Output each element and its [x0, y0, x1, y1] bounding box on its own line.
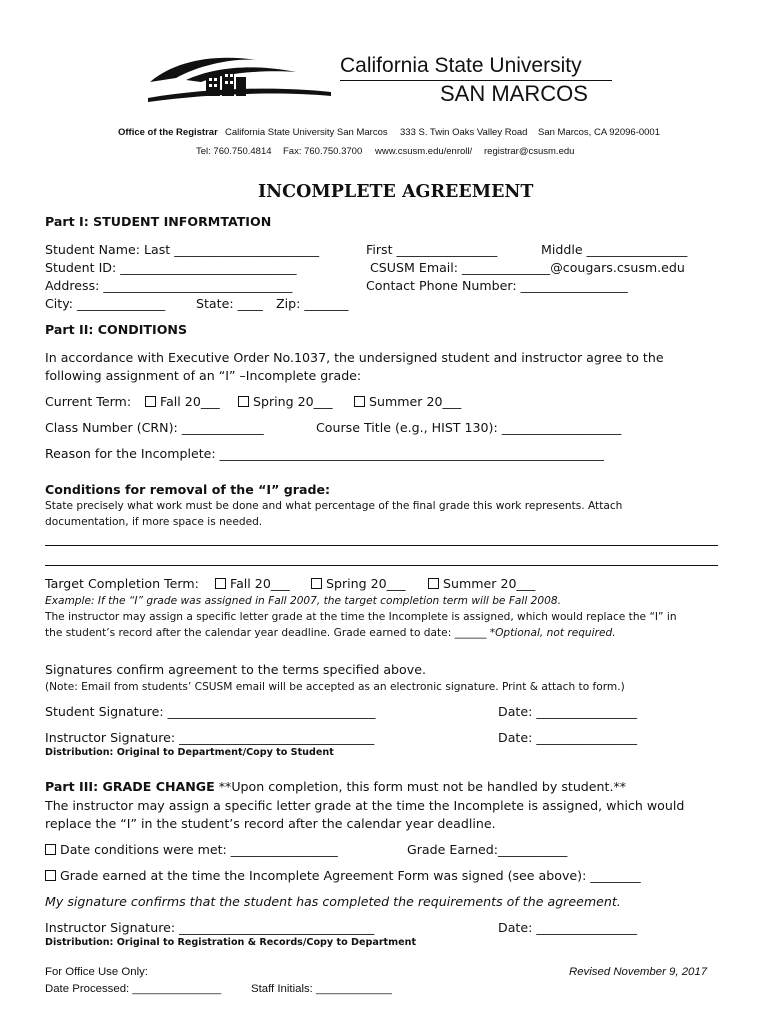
target-example: Example: If the “I” grade was assigned in Fall 2007, the target completion term will be Fall 2008. — [45, 595, 561, 607]
part2-heading: Part II: CONDITIONS — [45, 322, 188, 337]
checkbox-label: Fall 20___ — [230, 576, 290, 591]
target-fall-checkbox[interactable] — [215, 576, 290, 591]
address-field[interactable]: Address: ______________________________ — [45, 278, 293, 293]
date-conditions-met-checkbox[interactable] — [45, 842, 338, 857]
city-state-zip: San Marcos, CA 92096-0001 — [538, 127, 660, 138]
current-term-summer-checkbox[interactable] — [354, 394, 461, 409]
checkbox-label: Summer 20___ — [369, 394, 462, 409]
office-use-label: For Office Use Only: — [45, 966, 148, 978]
checkbox-label: Spring 20___ — [253, 394, 333, 409]
student-signature-field[interactable]: Student Signature: _________________________________ — [45, 704, 376, 719]
zip-field[interactable]: Zip: _______ — [276, 296, 349, 311]
city-field[interactable]: City: ______________ — [45, 296, 166, 311]
part3-heading: Part III: GRADE CHANGE — [45, 779, 215, 794]
reason-field[interactable]: Reason for the Incomplete: _____________________________________________________________ — [45, 446, 604, 461]
grade-earned-field[interactable]: Grade Earned:___________ — [407, 842, 568, 857]
conditions-line-2[interactable] — [45, 565, 718, 566]
checkbox-label: Fall 20___ — [160, 394, 220, 409]
contact-phone-field[interactable]: Contact Phone Number: _________________ — [366, 278, 628, 293]
class-number-field[interactable]: Class Number (CRN): _____________ — [45, 420, 264, 435]
instructor-signature-field[interactable]: Instructor Signature: _______________________________ — [45, 730, 375, 745]
csusm-email-field[interactable]: CSUSM Email: ______________@cougars.csusm.edu — [370, 260, 685, 275]
conditions-heading: Conditions for removal of the “I” grade: — [45, 482, 331, 497]
fax: Fax: 760.750.3700 — [283, 146, 363, 157]
signatures-confirm: Signatures confirm agreement to the terms specified above. — [45, 662, 426, 677]
student-id-field[interactable]: Student ID: ____________________________ — [45, 260, 297, 275]
date-processed-field[interactable]: Date Processed: ______________ — [45, 983, 222, 995]
current-term-spring-checkbox[interactable] — [238, 394, 333, 409]
course-title-field[interactable]: Course Title (e.g., HIST 130): ___________________ — [316, 420, 622, 435]
target-completion-label: Target Completion Term: — [45, 576, 199, 591]
part3-notice: **Upon completion, this form must not be handled by student.** — [214, 779, 627, 794]
checkbox-icon — [354, 396, 365, 407]
conditions-line-1[interactable] — [45, 545, 718, 546]
part1-heading: Part I: STUDENT INFORMTATION — [45, 214, 272, 229]
instructor-grade-note-line1: The instructor may assign a specific letter grade at the time the Incomplete is assigned, which would replace the “I” in — [45, 611, 677, 623]
student-date-field[interactable]: Date: ________________ — [498, 704, 638, 719]
checkbox-label: Summer 20___ — [443, 576, 536, 591]
part3-distribution: Distribution: Original to Registration & Records/Copy to Department — [45, 937, 417, 948]
website-link[interactable]: www.csusm.edu/enroll/ — [375, 146, 473, 157]
checkbox-icon — [215, 578, 226, 589]
office-of-registrar: Office of the Registrar — [118, 127, 218, 138]
target-summer-checkbox[interactable] — [428, 576, 535, 591]
csusm-logo-icon — [146, 52, 331, 110]
checkbox-icon — [311, 578, 322, 589]
checkbox-icon — [145, 396, 156, 407]
student-name-first-field[interactable]: First ________________ — [366, 242, 498, 257]
checkbox-icon — [238, 396, 249, 407]
grade-earned-to-date-field[interactable]: the student’s record after the calendar year deadline. Grade earned to date: ______ — [45, 627, 490, 639]
part3-line1: The instructor may assign a specific letter grade at the time the Incomplete is assigned, which would — [45, 798, 685, 813]
checkbox-label: Spring 20___ — [326, 576, 406, 591]
part2-distribution: Distribution: Original to Department/Copy to Student — [45, 747, 334, 758]
instructor-grade-note-line2 — [45, 627, 616, 639]
university-name-line1: California State University — [340, 54, 582, 77]
checkbox-label: Grade earned at the time the Incomplete Agreement Form was signed (see above): ________ — [60, 868, 641, 883]
staff-initials-field[interactable]: Staff Initials: ____________ — [251, 983, 393, 995]
electronic-signature-note: (Note: Email from students’ CSUSM email will be accepted as an electronic signature. Print & attach to form.) — [45, 681, 625, 693]
current-term-label: Current Term: — [45, 394, 132, 409]
conditions-instructions-line1: State precisely what work must be done and what percentage of the final grade this work represents. Attach — [45, 500, 623, 512]
target-spring-checkbox[interactable] — [311, 576, 406, 591]
grade-at-signing-checkbox[interactable] — [45, 868, 641, 883]
part3-instructor-date-field[interactable]: Date: ________________ — [498, 920, 638, 935]
optional-note: *Optional, not required. — [489, 627, 616, 639]
telephone: Tel: 760.750.4814 — [196, 146, 272, 157]
checkbox-icon — [45, 870, 56, 881]
current-term-fall-checkbox[interactable] — [145, 394, 220, 409]
part2-intro-line1: In accordance with Executive Order No.1037, the undersigned student and instructor agree to the — [45, 350, 664, 365]
email-link[interactable]: registrar@csusm.edu — [484, 146, 575, 157]
state-field[interactable]: State: ____ — [196, 296, 263, 311]
page-title: INCOMPLETE AGREEMENT — [258, 182, 534, 202]
part3-heading-row — [45, 779, 626, 794]
conditions-instructions-line2: documentation, if more space is needed. — [45, 516, 263, 528]
university-name-line2: SAN MARCOS — [440, 81, 588, 106]
part3-instructor-signature-field[interactable]: Instructor Signature: _______________________________ — [45, 920, 375, 935]
revision-date: Revised November 9, 2017 — [569, 966, 708, 978]
part3-line2: replace the “I” in the student’s record after the calendar year deadline. — [45, 816, 496, 831]
part2-intro-line2: following assignment of an “I” –Incomplete grade: — [45, 368, 362, 383]
street-address: 333 S. Twin Oaks Valley Road — [400, 127, 528, 138]
student-name-middle-field[interactable]: Middle ________________ — [541, 242, 688, 257]
confirmation-statement: My signature confirms that the student has completed the requirements of the agreement. — [45, 894, 621, 909]
checkbox-icon — [45, 844, 56, 855]
instructor-date-field[interactable]: Date: ________________ — [498, 730, 638, 745]
student-name-last-field[interactable]: Student Name: Last _______________________ — [45, 242, 320, 257]
institution-name: California State University San Marcos — [225, 127, 388, 138]
checkbox-icon — [428, 578, 439, 589]
checkbox-label: Date conditions were met: _________________ — [60, 842, 338, 857]
